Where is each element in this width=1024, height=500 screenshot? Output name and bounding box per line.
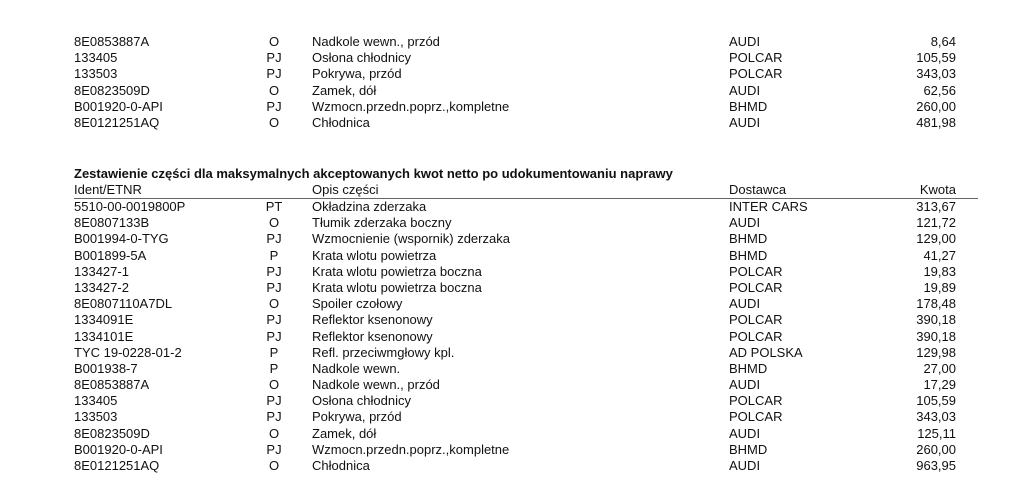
part-type: PJ — [266, 66, 282, 82]
part-ident: 133503 — [74, 66, 118, 82]
part-description: Pokrywa, przód — [312, 409, 402, 425]
part-ident: 133427-1 — [74, 263, 129, 279]
part-description: Chłodnica — [312, 458, 370, 473]
part-type: O — [268, 82, 280, 98]
part-amount: 313,67 — [916, 199, 956, 214]
part-amount: 105,59 — [916, 393, 956, 409]
part-type: O — [268, 377, 280, 393]
table-header — [0, 182, 1024, 198]
table-row — [0, 426, 1024, 442]
part-description: Osłona chłodnicy — [312, 393, 411, 409]
part-description: Spoiler czołowy — [312, 296, 403, 312]
part-amount: 121,72 — [916, 215, 956, 231]
part-description: Wzmocn.przedn.poprz.,kompletne — [312, 441, 510, 457]
part-description: Zamek, dół — [312, 425, 377, 441]
part-amount: 260,00 — [916, 441, 956, 457]
table-row — [0, 393, 1024, 409]
part-ident: B001994-0-TYG — [74, 231, 169, 247]
part-type: PJ — [266, 231, 282, 247]
part-supplier: BHMD — [729, 231, 768, 247]
part-description: Tłumik zderzaka boczny — [312, 215, 452, 231]
part-amount: 390,18 — [916, 312, 956, 328]
part-description: Nadkole wewn. — [312, 360, 401, 376]
part-ident: 8E0807110A7DL — [74, 296, 173, 312]
part-type: PJ — [266, 50, 282, 66]
part-amount: 390,18 — [916, 328, 956, 344]
part-type: O — [268, 425, 280, 441]
part-supplier: POLCAR — [729, 328, 783, 344]
part-type: O — [268, 458, 280, 473]
part-amount: 260,00 — [916, 98, 956, 114]
section-title: Zestawienie części dla maksymalnych akceptowanych kwot netto po udokumentowaniu naprawy — [74, 166, 673, 181]
part-supplier: POLCAR — [729, 50, 783, 66]
part-ident: TYC 19-0228-01-2 — [74, 344, 182, 360]
table-row — [0, 50, 1024, 66]
part-supplier: POLCAR — [729, 66, 783, 82]
part-amount: 19,89 — [923, 279, 956, 295]
part-supplier: POLCAR — [729, 263, 783, 279]
table-row — [0, 248, 1024, 264]
part-supplier: AUDI — [729, 215, 761, 231]
part-supplier: INTER CARS — [729, 199, 808, 214]
part-description: Nadkole wewn., przód — [312, 377, 440, 393]
part-type: P — [269, 247, 279, 263]
part-type: PJ — [266, 279, 282, 295]
part-type: PJ — [266, 263, 282, 279]
part-description: Pokrywa, przód — [312, 66, 402, 82]
part-description: Reflektor ksenonowy — [312, 328, 433, 344]
part-type: O — [268, 296, 280, 312]
part-supplier: AUDI — [729, 114, 761, 130]
part-ident: 8E0853887A — [74, 34, 150, 49]
part-ident: 133427-2 — [74, 279, 129, 295]
part-ident: 1334091E — [74, 312, 134, 328]
part-ident: 133405 — [74, 50, 118, 66]
part-ident: 8E0853887A — [74, 377, 150, 393]
part-ident: 133503 — [74, 409, 118, 425]
part-supplier: BHMD — [729, 247, 768, 263]
part-supplier: POLCAR — [729, 312, 783, 328]
part-supplier: AUDI — [729, 34, 761, 49]
part-amount: 343,03 — [916, 409, 956, 425]
part-ident: 8E0823509D — [74, 82, 150, 98]
part-description: Nadkole wewn., przód — [312, 34, 440, 49]
table-row — [0, 99, 1024, 115]
part-amount: 129,98 — [916, 344, 956, 360]
part-description: Krata wlotu powietrza — [312, 247, 437, 263]
table-row — [0, 83, 1024, 99]
part-description: Reflektor ksenonowy — [312, 312, 433, 328]
table-row — [0, 345, 1024, 361]
part-amount: 129,00 — [916, 231, 956, 247]
table-row — [0, 377, 1024, 393]
table-row — [0, 280, 1024, 296]
table-row — [0, 312, 1024, 328]
part-type: PJ — [266, 328, 282, 344]
part-type: PJ — [266, 312, 282, 328]
part-amount: 481,98 — [916, 114, 956, 130]
part-description: Refl. przeciwmgłowy kpl. — [312, 344, 455, 360]
part-ident: 1334101E — [74, 328, 134, 344]
part-supplier: AD POLSKA — [729, 344, 803, 360]
part-amount: 27,00 — [923, 360, 956, 376]
part-supplier: AUDI — [729, 296, 761, 312]
table-row — [0, 409, 1024, 425]
part-type: O — [268, 215, 280, 231]
part-ident: 8E0121251AQ — [74, 458, 160, 473]
part-amount: 8,64 — [930, 34, 956, 49]
table-row — [0, 115, 1024, 131]
table-row — [0, 264, 1024, 280]
part-type: PJ — [266, 441, 282, 457]
part-amount: 41,27 — [923, 247, 956, 263]
header-description: Opis części — [312, 182, 379, 197]
part-amount: 963,95 — [916, 458, 956, 473]
part-supplier: BHMD — [729, 360, 768, 376]
part-ident: 5510-00-0019800P — [74, 199, 186, 214]
table-row — [0, 66, 1024, 82]
part-type: O — [268, 114, 280, 130]
header-ident: Ident/ETNR — [74, 182, 142, 197]
table-row — [0, 231, 1024, 247]
table-row — [0, 329, 1024, 345]
table-row — [0, 442, 1024, 458]
part-description: Chłodnica — [312, 114, 370, 130]
part-description: Osłona chłodnicy — [312, 50, 411, 66]
part-amount: 19,83 — [923, 263, 956, 279]
accepted-parts-table — [0, 199, 1024, 474]
table-row — [0, 361, 1024, 377]
table-row — [0, 199, 1024, 215]
header-supplier: Dostawca — [729, 182, 787, 197]
header-amount: Kwota — [919, 182, 956, 197]
table-row — [0, 34, 1024, 50]
part-amount: 125,11 — [917, 425, 956, 441]
part-description: Krata wlotu powietrza boczna — [312, 279, 482, 295]
part-supplier: AUDI — [729, 82, 761, 98]
part-amount: 343,03 — [916, 66, 956, 82]
part-supplier: BHMD — [729, 98, 768, 114]
part-supplier: POLCAR — [729, 409, 783, 425]
part-amount: 62,56 — [923, 82, 956, 98]
part-supplier: POLCAR — [729, 393, 783, 409]
part-supplier: POLCAR — [729, 279, 783, 295]
part-type: PJ — [266, 98, 282, 114]
part-description: Zamek, dół — [312, 82, 377, 98]
part-type: O — [268, 34, 280, 49]
part-ident: 133405 — [74, 393, 118, 409]
part-ident: 8E0121251AQ — [74, 114, 160, 130]
part-amount: 17,29 — [923, 377, 956, 393]
part-type: P — [269, 360, 279, 376]
table-row — [0, 215, 1024, 231]
table-row — [0, 296, 1024, 312]
part-type: PT — [265, 199, 283, 214]
part-type: PJ — [266, 393, 282, 409]
part-description: Okładzina zderzaka — [312, 199, 427, 214]
part-type: PJ — [266, 409, 282, 425]
part-ident: 8E0807133B — [74, 215, 150, 231]
part-supplier: AUDI — [729, 377, 761, 393]
part-ident: B001938-7 — [74, 360, 138, 376]
part-description: Krata wlotu powietrza boczna — [312, 263, 482, 279]
part-ident: 8E0823509D — [74, 425, 150, 441]
part-description: Wzmocn.przedn.poprz.,kompletne — [312, 98, 510, 114]
part-supplier: AUDI — [729, 458, 761, 473]
part-supplier: BHMD — [729, 441, 768, 457]
top-parts-table — [0, 34, 1024, 131]
part-ident: B001920-0-API — [74, 98, 163, 114]
part-ident: B001920-0-API — [74, 441, 163, 457]
part-amount: 178,48 — [916, 296, 956, 312]
part-supplier: AUDI — [729, 425, 761, 441]
part-ident: B001899-5A — [74, 247, 147, 263]
table-row — [0, 458, 1024, 474]
part-description: Wzmocnienie (wspornik) zderzaka — [312, 231, 510, 247]
part-amount: 105,59 — [916, 50, 956, 66]
part-type: P — [269, 344, 279, 360]
